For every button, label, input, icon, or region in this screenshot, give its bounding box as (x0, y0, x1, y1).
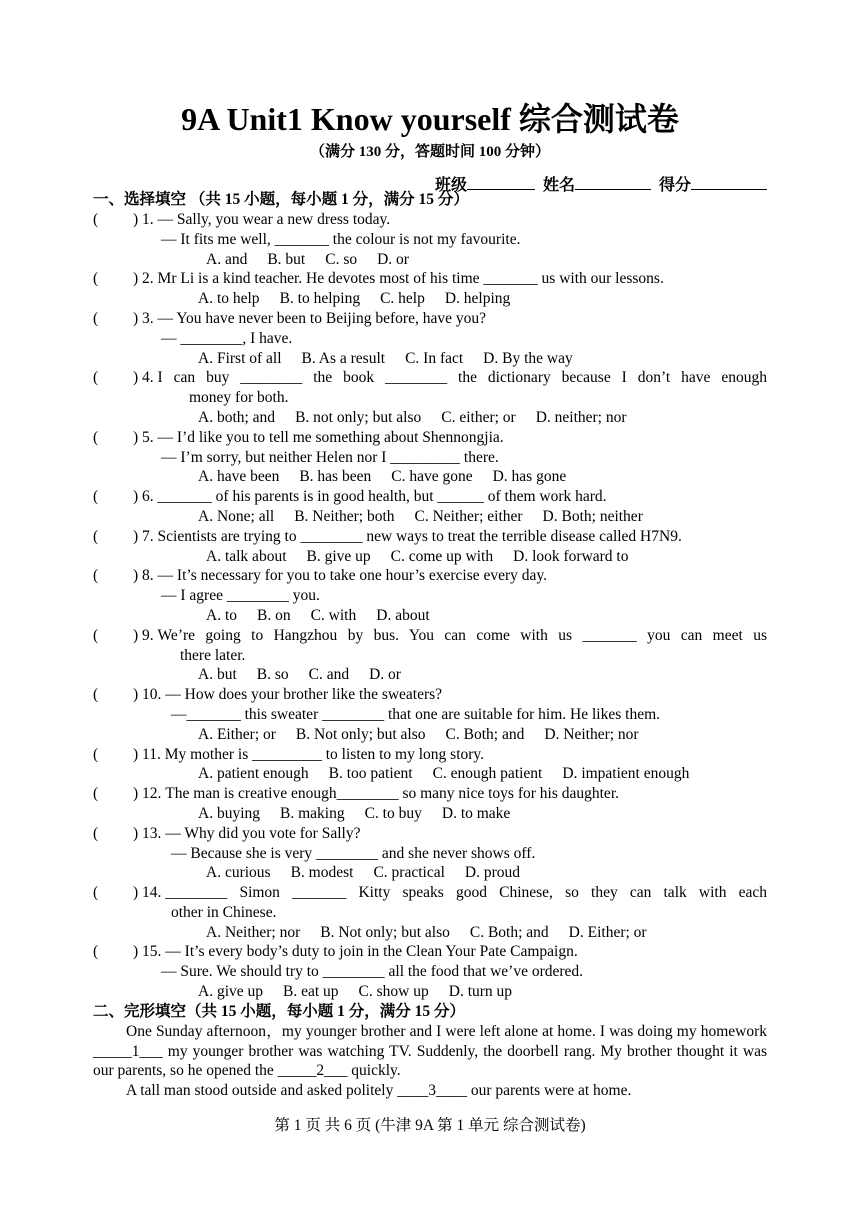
option-a: A. to (206, 606, 237, 624)
option-b: B. to helping (279, 290, 361, 308)
class-label: 班级 (434, 177, 467, 194)
option-c: C. Both; and (445, 725, 525, 743)
section2-heading: 二、完形填空（共 15 小题，每小题 1 分，满分 15 分） (93, 1002, 466, 1020)
option-a: A. to help (198, 290, 260, 308)
option-row (93, 250, 767, 270)
page-footer: 第 1 页 共 6 页 (牛津 9A 第 1 单元 综合测试卷) (274, 1117, 586, 1134)
option-c: C. so (325, 250, 358, 268)
question-line: money for both. (189, 389, 289, 407)
option-a: A. Either; or (198, 725, 276, 743)
question-line: other in Chinese. (171, 903, 277, 921)
question-text: We’re going to Hangzhou by bus. You can come with us _______ you can meet us (157, 626, 767, 644)
answer-blank[interactable]: ( (93, 309, 99, 327)
option-a: A. but (198, 666, 237, 684)
option-row (93, 606, 767, 626)
score-label: 得分 (658, 177, 691, 194)
option-row (93, 982, 767, 1002)
option-d: D. has gone (492, 468, 567, 486)
option-b: B. Not only; but also (295, 725, 426, 743)
option-d: D. neither; nor (535, 408, 627, 426)
option-c: C. come up with (390, 547, 494, 565)
question-item (93, 269, 767, 309)
answer-blank[interactable]: ( (93, 270, 99, 288)
question-item (93, 527, 767, 567)
option-c: C. practical (373, 864, 445, 882)
option-a: A. Neither; nor (206, 923, 301, 941)
option-d: D. turn up (448, 983, 513, 1001)
question-text: — Sally, you wear a new dress today. (157, 211, 391, 228)
question-line: — It fits me well, _______ the colour is not my favourite. (161, 230, 521, 248)
option-row (93, 725, 767, 745)
question-number: ) 14. (133, 884, 162, 902)
option-row (93, 507, 767, 527)
answer-blank[interactable]: ( (93, 785, 99, 803)
option-d: D. to make (441, 804, 511, 822)
cloze-passage (93, 1022, 767, 1101)
option-c: C. enough patient (432, 765, 543, 783)
question-text: — How does your brother like the sweaters? (165, 686, 443, 704)
option-d: D. look forward to (513, 547, 629, 565)
answer-blank[interactable]: ( (93, 626, 99, 644)
cloze-paragraph: A tall man stood outside and asked politely ____3____ our parents were at home. (126, 1082, 632, 1100)
answer-blank[interactable]: ( (93, 211, 99, 228)
option-c: C. Neither; either (414, 507, 523, 525)
question-item (93, 626, 767, 685)
question-line: — ________, I have. (161, 329, 293, 347)
option-a: A. have been (198, 468, 280, 486)
question-item (93, 566, 767, 625)
option-c: C. help (380, 290, 425, 308)
option-b: B. Not only; but also (320, 923, 450, 941)
exam-page (93, 96, 767, 1101)
option-d: D. Neither; nor (544, 725, 639, 743)
option-b: B. on (257, 606, 291, 624)
option-d: D. about (376, 606, 430, 624)
option-d: D. helping (444, 290, 511, 308)
question-text: The man is creative enough________ so many nice toys for his daughter. (165, 785, 619, 803)
answer-blank[interactable]: ( (93, 943, 99, 961)
option-b: B. but (267, 250, 306, 268)
option-row (93, 923, 767, 943)
question-item (93, 428, 767, 487)
option-d: D. or (377, 250, 409, 268)
question-text: ________ Simon _______ Kitty speaks good Chinese, so they can talk with each (165, 884, 767, 902)
option-d: D. By the way (483, 349, 573, 367)
question-text: My mother is _________ to listen to my long story. (164, 745, 485, 763)
question-line: —_______ this sweater ________ that one are suitable for him. He likes them. (171, 705, 661, 723)
question-item (93, 745, 767, 785)
option-d: D. proud (464, 864, 521, 882)
option-a: A. buying (198, 804, 260, 822)
option-b: B. not only; but also (295, 408, 422, 426)
question-line: there later. (180, 646, 246, 664)
question-item (93, 210, 767, 269)
section1-heading: 一、选择填空 （共 15 小题，每小题 1 分，满分 15 分） (93, 191, 469, 208)
option-row (93, 467, 767, 487)
question-number: ) 12. (133, 785, 162, 803)
question-number: ) 8. (133, 567, 154, 585)
option-b: B. Neither; both (294, 507, 395, 525)
question-item (93, 883, 767, 942)
option-b: B. As a result (301, 349, 386, 367)
option-row (93, 804, 767, 824)
option-c: C. In fact (405, 349, 464, 367)
option-c: C. and (308, 666, 350, 684)
question-line: — Because she is very ________ and she never shows off. (171, 844, 536, 862)
option-d: D. Both; neither (542, 507, 643, 525)
option-d: D. Either; or (568, 923, 647, 941)
question-item (93, 784, 767, 824)
option-row (93, 764, 767, 784)
question-list (93, 210, 767, 1002)
answer-blank[interactable]: ( (93, 488, 99, 506)
question-number: ) 7. (133, 527, 154, 545)
option-row (93, 289, 767, 309)
question-number: ) 2. (133, 270, 154, 288)
answer-blank[interactable]: ( (93, 567, 99, 585)
question-line: — Sure. We should try to ________ all the food that we’ve ordered. (161, 963, 584, 981)
answer-blank[interactable]: ( (93, 428, 99, 446)
question-item (93, 824, 767, 883)
question-text: — It’s necessary for you to take one hour’s exercise every day. (157, 567, 548, 585)
question-number: ) 10. (133, 686, 162, 704)
answer-blank[interactable]: ( (93, 686, 99, 704)
option-a: A. and (206, 250, 248, 268)
cloze-paragraph: One Sunday afternoon，my younger brother and I were left alone at home. I was doing my homework _____1___ my younger brother was watching TV. Suddenly, the doorbell rang. My brother thought it was our parents, so he opened the _____2___ quickly. (93, 1022, 767, 1080)
question-number: ) 15. (133, 943, 162, 961)
question-number: ) 6. (133, 488, 154, 506)
question-text: — I’d like you to tell me something about Shennongjia. (157, 428, 504, 446)
option-a: A. curious (206, 864, 271, 882)
question-number: ) 3. (133, 309, 154, 327)
option-a: A. None; all (198, 507, 275, 525)
answer-blank[interactable]: ( (93, 745, 99, 763)
option-b: B. so (256, 666, 289, 684)
question-number: ) 4. (133, 369, 154, 387)
question-text: — It’s every body’s duty to join in the Clean Your Pate Campaign. (165, 943, 578, 961)
answer-blank[interactable]: ( (93, 369, 99, 387)
question-number: ) 9. (133, 626, 154, 644)
question-line: — I’m sorry, but neither Helen nor I _________ there. (161, 448, 499, 466)
name-blank[interactable] (575, 175, 651, 190)
question-text: Scientists are trying to ________ new ways to treat the terrible disease called H7N9. (157, 527, 682, 545)
option-row (93, 665, 767, 685)
option-d: D. impatient enough (562, 765, 690, 783)
option-row (93, 349, 767, 369)
option-b: B. eat up (283, 983, 339, 1001)
option-a: A. give up (198, 983, 264, 1001)
option-b: B. making (280, 804, 345, 822)
option-a: A. patient enough (198, 765, 309, 783)
question-item (93, 685, 767, 744)
option-c: C. to buy (364, 804, 422, 822)
option-a: A. First of all (198, 349, 282, 367)
question-number: ) 5. (133, 428, 154, 446)
question-line: — I agree ________ you. (161, 587, 320, 605)
question-item (93, 309, 767, 368)
question-text: I can buy ________ the book ________ the dictionary because I don’t have enough (157, 369, 767, 387)
page-subtitle: （满分 130 分，答题时间 100 分钟） (309, 144, 550, 160)
option-b: B. modest (290, 864, 354, 882)
option-row (93, 408, 767, 428)
answer-blank[interactable]: ( (93, 824, 99, 842)
question-number: ) 13. (133, 824, 162, 842)
question-text: Mr Li is a kind teacher. He devotes most of his time _______ us with our lessons. (157, 270, 664, 288)
score-blank[interactable] (691, 175, 767, 190)
name-label: 姓名 (542, 177, 575, 194)
question-text: _______ of his parents is in good health, but ______ of them work hard. (157, 488, 607, 506)
question-number: ) 1. (133, 211, 154, 228)
option-c: C. with (310, 606, 357, 624)
option-d: D. or (369, 666, 401, 684)
answer-blank[interactable]: ( (93, 527, 99, 545)
option-b: B. too patient (328, 765, 413, 783)
option-b: B. give up (306, 547, 371, 565)
option-c: C. have gone (391, 468, 473, 486)
option-row (93, 863, 767, 883)
question-number: ) 11. (133, 745, 161, 763)
score-fields (93, 162, 767, 194)
question-item (93, 942, 767, 1001)
page-title: 9A Unit1 Know yourself 综合测试卷 (181, 101, 679, 137)
answer-blank[interactable]: ( (93, 884, 99, 902)
option-a: A. talk about (206, 547, 287, 565)
option-c: C. Both; and (469, 923, 549, 941)
option-row (93, 547, 767, 567)
option-c: C. either; or (441, 408, 516, 426)
question-text: — You have never been to Beijing before, have you? (157, 309, 486, 327)
question-item (93, 368, 767, 427)
option-c: C. show up (358, 983, 429, 1001)
option-a: A. both; and (198, 408, 276, 426)
option-b: B. has been (299, 468, 372, 486)
question-item (93, 487, 767, 527)
class-blank[interactable] (467, 175, 535, 190)
question-text: — Why did you vote for Sally? (165, 824, 361, 842)
